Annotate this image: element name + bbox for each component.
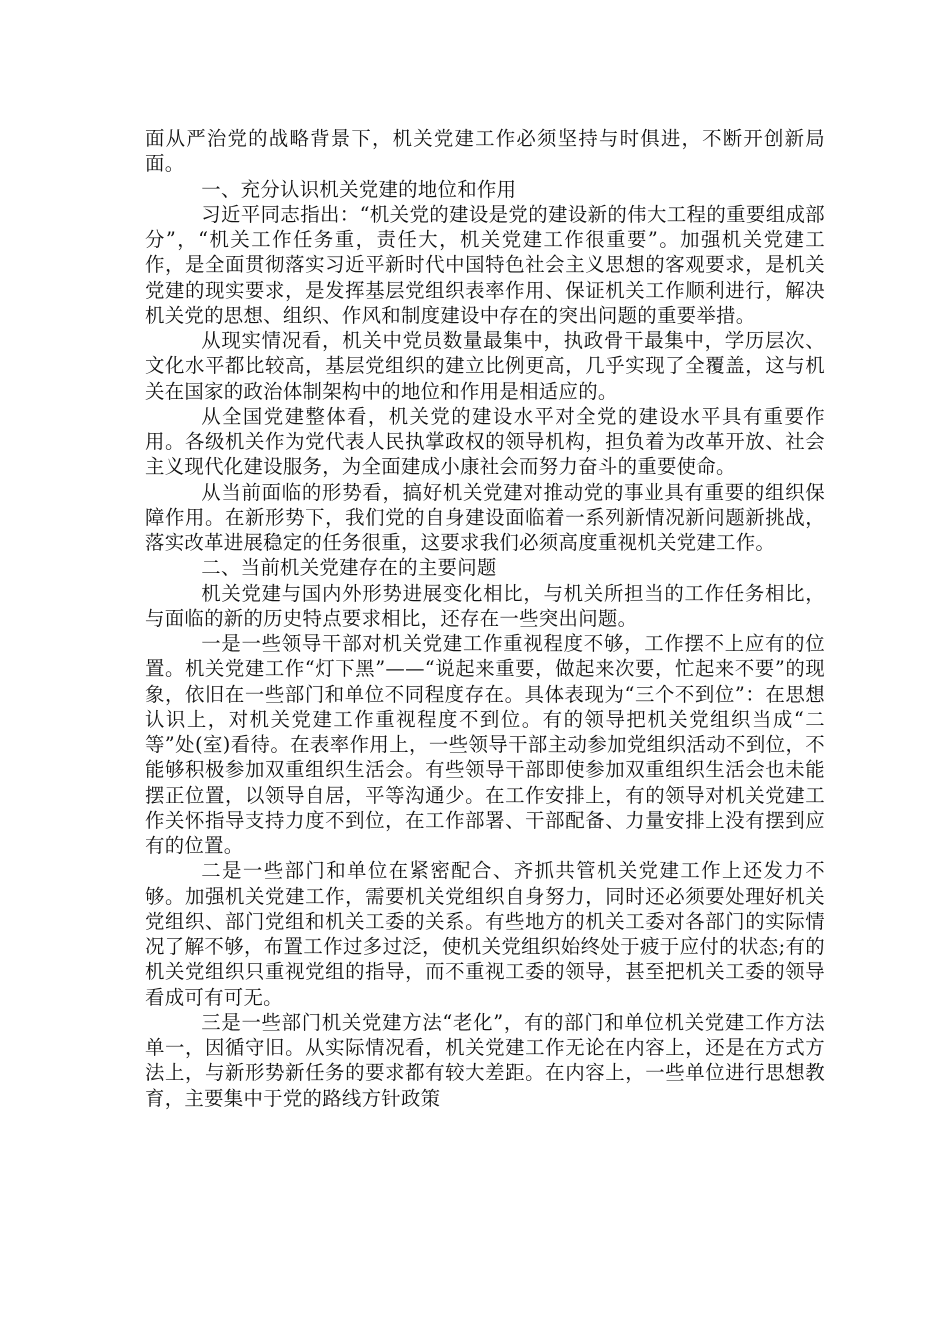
- paragraph-7: 一是一些领导干部对机关党建工作重视程度不够，工作摆不上应有的位置。机关党建工作“灯下黑”——“说起来重要，做起来次要，忙起来不要”的现象，依旧在一些部门和单位不同程度存在。具体表现为“三个不到位”：在思想认识上，对机关党建工作重视程度不到位。有的领导把机关党组织当成“二等”处(室)看待。在表率作用上，一些领导干部主动参加党组织活动不到位，不能够积极参加双重组织生活会。有些领导干部即使参加双重组织生活会也未能摆正位置，以领导自居，平等沟通少。在工作安排上，有的领导对机关党建工作关怀指导支持力度不到位，在工作部署、干部配备、力量安排上没有摆到应有的位置。: [145, 632, 825, 857]
- paragraph-8: 二是一些部门和单位在紧密配合、齐抓共管机关党建工作上还发力不够。加强机关党建工作，需要机关党组织自身努力，同时还必须要处理好机关党组织、部门党组和机关工委的关系。有些地方的机关工委对各部门的实际情况了解不够，布置工作过多过泛，使机关党组织始终处于疲于应付的状态;有的机关党组织只重视党组的指导，而不重视工委的领导，甚至把机关工委的领导看成可有可无。: [145, 859, 825, 1009]
- paragraph-5: 从当前面临的形势看，搞好机关党建对推动党的事业具有重要的组织保障作用。在新形势下，我们党的自身建设面临着一系列新情况新问题新挑战，落实改革进展稳定的任务很重，这要求我们必须高度重视机关党建工作。: [145, 480, 825, 554]
- paragraph-9: 三是一些部门机关党建方法“老化”，有的部门和单位机关党建工作方法单一，因循守旧。从实际情况看，机关党建工作无论在内容上，还是在方式方法上，与新形势新任务的要求都有较大差距。在内容上，一些单位进行思想教育，主要集中于党的路线方针政策: [145, 1010, 825, 1110]
- paragraph-3: 从现实情况看，机关中党员数量最集中，执政骨干最集中，学历层次、文化水平都比较高，基层党组织的建立比例更高，几乎实现了全覆盖，这与机关在国家的政治体制架构中的地位和作用是相适应的。: [145, 329, 825, 403]
- section-heading-2: 二、当前机关党建存在的主要问题: [201, 556, 497, 580]
- section-heading-1: 一、充分认识机关党建的地位和作用: [201, 177, 517, 201]
- paragraph-2: 习近平同志指出：“机关党的建设是党的建设新的伟大工程的重要组成部分”，“机关工作任务重，责任大，机关党建工作很重要”。加强机关党建工作，是全面贯彻落实习近平新时代中国特色社会主义思想的客观要求，是机关党建的现实要求，是发挥基层党组织表率作用、保证机关工作顺利进行，解决机关党的思想、组织、作风和制度建设中存在的突出问题的重要举措。: [145, 202, 825, 327]
- paragraph-6: 机关党建与国内外形势进展变化相比，与机关所担当的工作任务相比，与面临的新的历史特点要求相比，还存在一些突出问题。: [145, 581, 825, 630]
- paragraph-4: 从全国党建整体看，机关党的建设水平对全党的建设水平具有重要作用。各级机关作为党代表人民执掌政权的领导机构，担负着为改革开放、社会主义现代化建设服务，为全面建成小康社会而努力奋斗的重要使命。: [145, 404, 825, 479]
- document-page: [145, 126, 825, 1111]
- paragraph-1: 面从严治党的战略背景下，机关党建工作必须坚持与时俱进，不断开创新局面。: [145, 127, 825, 176]
